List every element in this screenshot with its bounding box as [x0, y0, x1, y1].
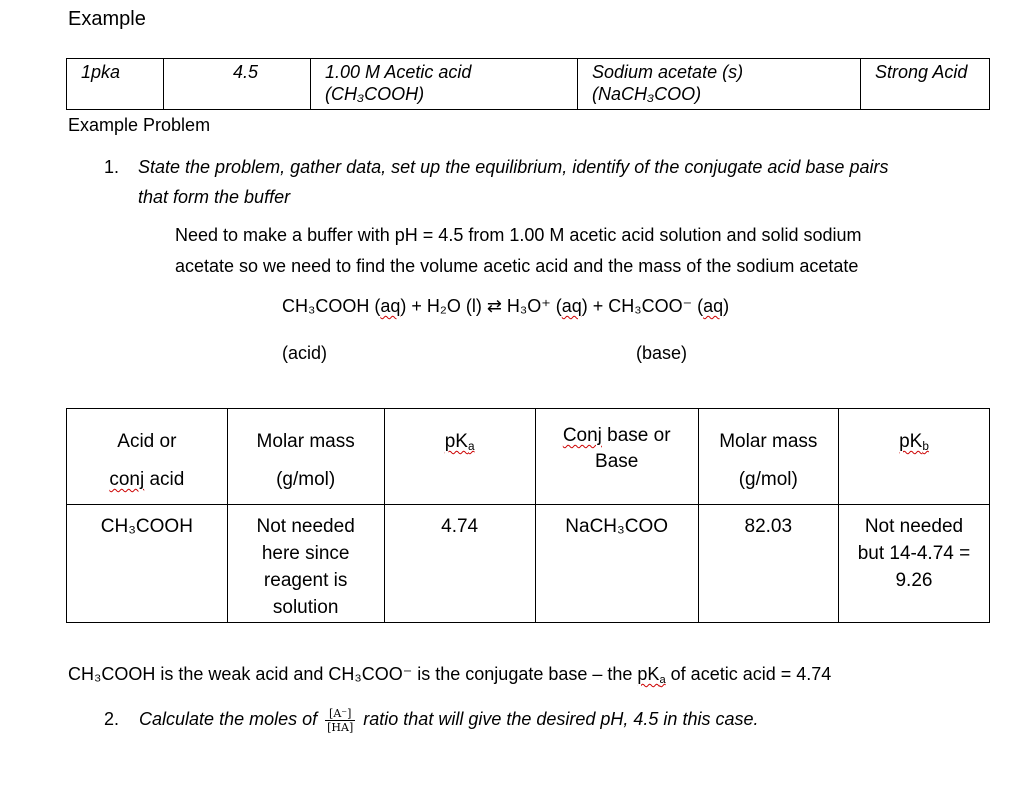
acid-label: (acid) — [282, 343, 328, 363]
header-pkb — [838, 409, 989, 505]
base-label: (base) — [636, 343, 688, 363]
equation-part: CH₃COOH ( — [282, 296, 381, 316]
cell-text: here since — [261, 543, 350, 564]
heading-example: Example — [68, 8, 146, 30]
step-number: 2. — [104, 709, 120, 729]
header-text-part: pK — [444, 431, 468, 452]
ratio-fraction — [325, 707, 355, 734]
pkb-text — [899, 431, 929, 452]
header-text-part: pK — [899, 431, 923, 452]
step-text-line: that form the buffer — [138, 187, 291, 207]
cell-text: 9.26 — [895, 570, 933, 591]
header-text: Molar mass — [256, 431, 355, 452]
paragraph-line: acetate so we need to find the volume acetic acid and the mass of the sodium acetate — [175, 256, 859, 276]
pka-inline — [637, 664, 665, 684]
header-pka — [384, 409, 535, 505]
cell-acid: CH₃COOH — [67, 505, 228, 623]
table-cell — [311, 59, 578, 110]
header-molar-mass-base — [698, 409, 838, 505]
header-text-part: Conj — [562, 425, 602, 446]
cell-text: Not needed — [864, 516, 964, 537]
cell-text: but 14-4.74 = — [857, 543, 971, 564]
table-cell: 4.5 — [164, 59, 311, 110]
step-text-part: ratio that will give the desired pH, 4.5 in this case. — [363, 709, 759, 729]
summary-part: pK — [637, 664, 660, 684]
paragraph-line: Need to make a buffer with pH = 4.5 from 1.00 M acetic acid solution and solid sodium — [175, 225, 862, 245]
cell-base: NaCH₃COO — [535, 505, 698, 623]
equation-state: aq — [703, 296, 724, 316]
header-text-part: conj — [109, 469, 145, 490]
table-cell: 1pka — [67, 59, 164, 110]
equation-state: aq — [380, 296, 401, 316]
equilibrium-equation — [282, 296, 729, 317]
step-text-line: State the problem, gather data, set up the equilibrium, identify of the conjugate acid base pairs — [138, 157, 889, 177]
equation-part: ) — [723, 296, 730, 316]
cell-text: reagent is — [263, 570, 348, 591]
summary-table — [66, 58, 990, 110]
table-cell: Strong Acid — [861, 59, 990, 110]
cell-text: Not needed — [256, 516, 355, 537]
header-text: Acid or — [117, 431, 177, 452]
cell-text: solution — [272, 597, 339, 618]
summary-subscript: a — [659, 673, 666, 686]
acetic-acid-formula: (CH₃COOH) — [325, 84, 425, 104]
step-text — [138, 152, 984, 212]
subheading: Example Problem — [68, 115, 211, 135]
problem-paragraph — [175, 220, 975, 282]
header-conj-base — [535, 409, 698, 505]
table-row — [67, 59, 990, 110]
header-text-part: acid — [144, 469, 185, 490]
fraction-numerator: [A⁻] — [325, 707, 355, 721]
header-subscript: a — [467, 439, 475, 453]
cell-molar-mass-base: 82.03 — [698, 505, 838, 623]
table-row — [67, 505, 990, 623]
header-text: (g/mol) — [738, 469, 798, 490]
equation-state: aq — [561, 296, 582, 316]
cell-pkb — [838, 505, 989, 623]
header-text: Base — [595, 451, 639, 472]
header-molar-mass-acid — [227, 409, 384, 505]
table-header-row — [67, 409, 990, 505]
step-number: 1. — [104, 157, 120, 177]
equation-part: ) + CH₃COO⁻ ( — [581, 296, 704, 316]
header-text: Molar mass — [719, 431, 818, 452]
summary-part: of acetic acid = 4.74 — [665, 664, 832, 684]
cell-molar-mass-acid — [227, 505, 384, 623]
summary-sentence — [68, 664, 831, 686]
sodium-acetate-label: Sodium acetate (s) — [592, 62, 744, 82]
table-cell — [578, 59, 861, 110]
header-text: (g/mol) — [276, 469, 336, 490]
data-table — [66, 408, 990, 623]
header-text — [68, 461, 226, 499]
fraction-denominator: [HA] — [327, 720, 354, 734]
header-acid — [67, 409, 228, 505]
cell-pka: 4.74 — [384, 505, 535, 623]
step-2 — [104, 704, 758, 734]
header-text-part: base or — [601, 425, 671, 446]
header-text — [537, 423, 697, 449]
header-subscript: b — [922, 439, 929, 453]
summary-part: CH₃COOH is the weak acid and CH₃COO⁻ is the conjugate base – the — [68, 664, 638, 684]
pka-text — [445, 431, 475, 452]
acetic-acid-label: 1.00 M Acetic acid — [325, 62, 472, 82]
sodium-acetate-formula: (NaCH₃COO) — [592, 84, 702, 104]
step-text-part: Calculate the moles of — [139, 709, 318, 729]
equation-part: ) + H₂O (l) ⇄ H₃O⁺ ( — [400, 296, 562, 316]
